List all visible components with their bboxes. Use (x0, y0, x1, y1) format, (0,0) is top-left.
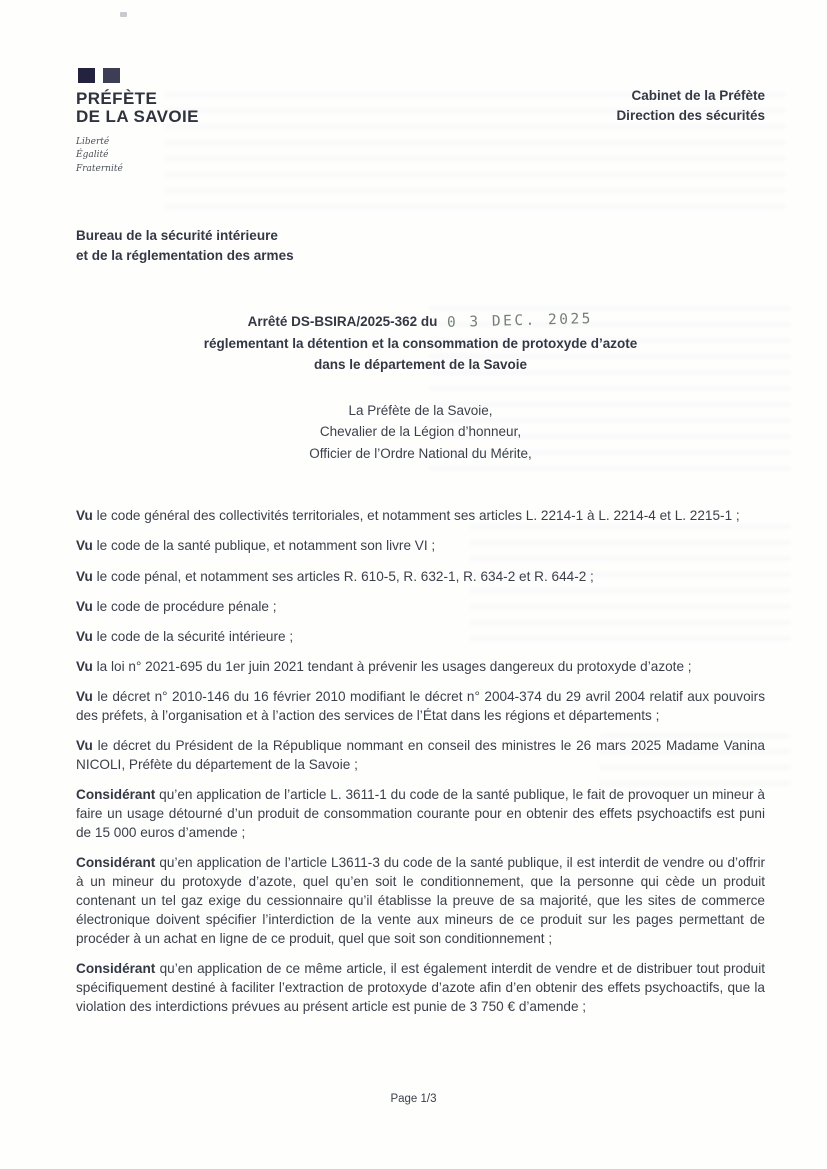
paragraph-lead: Vu (76, 538, 93, 554)
prefecture-logo (76, 68, 199, 176)
paragraph-lead: Considérant (76, 961, 156, 976)
arrete-reference: Arrêté DS-BSIRA/2025-362 du (247, 314, 438, 330)
republic-motto (76, 136, 199, 177)
title-line3: dans le département de la Savoie (313, 356, 528, 372)
page-number: Page 1/3 (390, 1093, 437, 1105)
paragraph: Vu la loi n° 2021-695 du 1er juin 2021 tendant à prévenir les usages dangereux du protoxyde d’azote ; (76, 658, 692, 674)
logo-title-line1: PRÉFÈTE (76, 89, 158, 108)
paragraph-lead: Vu (76, 737, 93, 753)
paragraph-lead: Considérant (76, 786, 156, 802)
authority-block (76, 400, 765, 465)
logo-title-line2: DE LA SAVOIE (76, 107, 199, 127)
office-line-direction: Direction des sécurités (616, 107, 765, 123)
paragraph-lead: Vu (76, 508, 93, 524)
paragraph: Vu le code de procédure pénale ; (76, 598, 277, 614)
motto-liberte: Liberté (76, 136, 110, 147)
paragraph: Considérant qu’en application de l’article L3611-3 du code de la santé publique, il est interdit de vendre ou d’offrir à un mineur du protoxyde d’azote, quel qu’en soit le conditionnement, que la personne qui cède un produit contenant un tel gaz exige du cessionnaire qu’il établisse la preuve de sa majorité, que les sites de commerce électronique doivent spécifier l’interdiction de la vente aux mineurs de ce produit sur les pages permettant de procéder à un achat en ligne de ce produit, quel que soit son conditionnement ; (76, 854, 765, 946)
paragraph-lead: Vu (76, 688, 93, 704)
paragraph: Vu le décret du Président de la République nommant en conseil des ministres le 26 mars 2025 Madame Vanina NICOLI, Préfète du département de la Savoie ; (76, 737, 765, 772)
scan-artifact (120, 12, 127, 17)
paragraph: Considérant qu’en application de l’article L. 3611-1 du code de la santé publique, le fait de provoquer un mineur à faire un usage détourné d’un produit de consommation courante pour en obtenir des effets psychoactifs est puni de 15 000 euros d’amende ; (76, 786, 765, 840)
page-footer (0, 1093, 827, 1105)
document-title (76, 311, 765, 375)
bureau-line1: Bureau de la sécurité intérieure (76, 228, 278, 244)
paragraph: Considérant qu’en application de ce même article, il est également interdit de vendre et de distribuer tout produit spécifiquement destiné à faciliter l’extraction de protoxyde d’azote afin d’en obtenir des effets psychoactifs, que la violation des interdictions prévues au présent article est punie de 3 750 € d’amende ; (76, 961, 765, 1015)
page-header (76, 68, 765, 176)
paragraph: Vu le décret n° 2010-146 du 16 février 2010 modifiant le décret n° 2004-374 du 29 avril 2004 relatif aux pouvoirs des préfets, à l’organisation et à l’action des services de l’État dans les régions et départements ; (76, 688, 765, 723)
paragraph-lead: Considérant (76, 854, 156, 870)
date-stamp: 0 3 DEC. 2025 (447, 311, 594, 332)
authority-line1: La Préfète de la Savoie, (348, 402, 493, 418)
authority-line2: Chevalier de la Légion d’honneur, (319, 424, 522, 440)
paragraph-lead: Vu (76, 658, 93, 674)
bureau-line2: et de la réglementation des armes (76, 247, 294, 263)
french-flag-icon (78, 68, 199, 83)
paragraph-lead: Vu (76, 568, 93, 584)
paragraph: Vu le code pénal, et notamment ses articles R. 610-5, R. 632-1, R. 634-2 et R. 644-2 ; (76, 568, 594, 584)
paragraph-lead: Vu (76, 628, 93, 644)
paragraph: Vu le code général des collectivités territoriales, et notamment ses articles L. 2214-1 à L. 2214-4 et L. 2215-1 ; (76, 508, 740, 524)
paragraph-lead: Vu (76, 598, 93, 614)
motto-fraternite: Fraternité (76, 163, 123, 174)
bureau-block (76, 226, 765, 265)
paragraph: Vu le code de la sécurité intérieure ; (76, 628, 294, 644)
document-body (76, 506, 765, 1016)
authority-line3: Officier de l’Ordre National du Mérite, (309, 445, 532, 461)
title-line2: réglementant la détention et la consommation de protoxyde d’azote (203, 335, 638, 351)
title-line1 (76, 311, 765, 333)
issuing-office (616, 68, 765, 125)
office-line-cabinet: Cabinet de la Préfète (631, 88, 765, 103)
motto-egalite: Égalité (76, 150, 109, 161)
paragraph: Vu le code de la santé publique, et notamment son livre VI ; (76, 538, 436, 554)
